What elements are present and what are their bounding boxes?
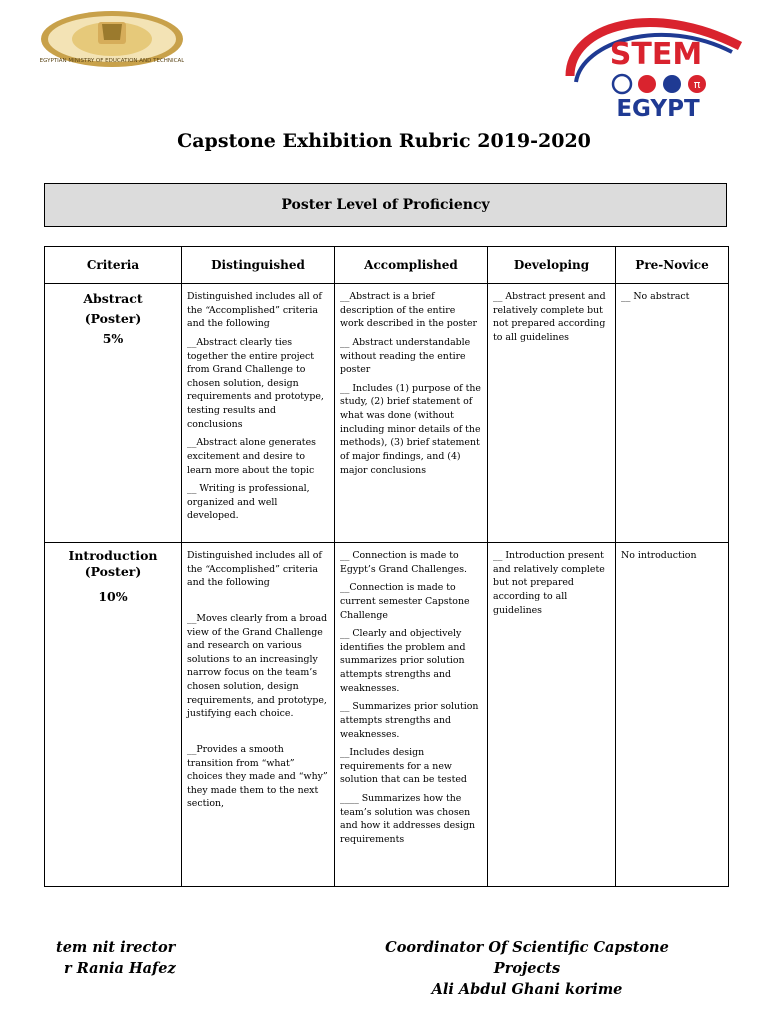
signature-name: r Rania Hafez — [64, 960, 176, 978]
distinguished-cell — [182, 284, 335, 543]
signature-block-right — [362, 937, 692, 1000]
developing-cell — [488, 284, 616, 543]
developing-cell — [488, 543, 616, 887]
cell-text: __ Abstract present and relatively complete but not prepared according to all guidelines — [493, 291, 606, 343]
cell-text: __ Writing is professional, organized and well developed. — [187, 483, 310, 522]
column-header-criteria: Criteria — [45, 247, 182, 284]
section-title: Poster Level of Proficiency — [44, 183, 727, 227]
column-header-pre-novice: Pre-Novice — [616, 247, 729, 284]
cell-text: __ No abstract — [621, 291, 690, 302]
cell-text: __ Introduction present and relatively complete but not prepared according to all guidelines — [493, 550, 605, 616]
cell-text: __Moves clearly from a broad view of the Grand Challenge and research on various solutions to an increasingly narrow focus on the team’s chosen solution, design requirements, and prototype, justifying each choice. — [187, 612, 328, 720]
rubric-table — [44, 246, 729, 887]
cell-text: __Connection is made to current semester Capstone Challenge — [340, 582, 470, 621]
cell-text: Distinguished includes all of the “Accomplished” criteria and the following — [187, 291, 322, 330]
criteria-cell — [45, 284, 182, 543]
svg-text:STEM: STEM — [609, 37, 703, 72]
cell-text: __Abstract clearly ties together the entire project from Grand Challenge to chosen solution, design requirements and prototype, testing results and conclusions — [187, 336, 324, 430]
column-header-distinguished: Distinguished — [182, 247, 335, 284]
signature-title: Coordinator Of Scientific Capstone Projects — [385, 939, 669, 978]
cell-text: __Abstract alone generates excitement and desire to learn more about the topic — [187, 437, 316, 476]
accomplished-cell — [335, 543, 488, 887]
criteria-weight: 5% — [102, 331, 124, 346]
cell-text: __Includes design requirements for a new solution that can be tested — [340, 747, 467, 786]
criteria-type: (Poster) — [84, 311, 142, 326]
table-row-introduction — [45, 543, 729, 887]
criteria-type: (Poster) — [84, 564, 142, 580]
column-header-accomplished: Accomplished — [335, 247, 488, 284]
cell-text: __Provides a smooth transition from “what” choices they made and “why” they made them to the next section, — [187, 743, 328, 810]
column-header-developing: Developing — [488, 247, 616, 284]
cell-text: __ Connection is made to Egypt’s Grand Challenges. — [340, 550, 467, 575]
document-title: Capstone Exhibition Rubric 2019-2020 — [177, 130, 591, 152]
criteria-weight: 10% — [98, 588, 128, 604]
signature-block-left — [56, 937, 176, 979]
cell-text: ____ Summarizes how the team’s solution was chosen and how it addresses design requirements — [340, 793, 476, 845]
pre-novice-cell — [616, 284, 729, 543]
ministry-seal-logo — [40, 10, 184, 68]
table-row-abstract — [45, 284, 729, 543]
svg-text:EGYPT: EGYPT — [616, 96, 700, 122]
cell-text: Distinguished includes all of the “Accomplished” criteria and the following — [187, 550, 322, 589]
table-header-row — [45, 247, 729, 284]
svg-text:EGYPTIAN MINISTRY OF EDUCATION: EGYPTIAN MINISTRY OF EDUCATION AND TECHNICAL — [40, 58, 184, 64]
signature-name: Ali Abdul Ghani korime — [431, 981, 623, 999]
criteria-name: Introduction — [68, 548, 158, 563]
signature-title: tem nit irector — [56, 939, 176, 956]
criteria-cell — [45, 543, 182, 887]
cell-text: __ Includes (1) purpose of the study, (2) brief statement of what was done (without including minor details of the methods), (3) brief statement of major findings, and (4) major conclusions — [340, 382, 481, 476]
pre-novice-cell — [616, 543, 729, 887]
cell-text: No introduction — [621, 550, 697, 561]
svg-text:π: π — [693, 78, 701, 91]
stem-egypt-logo — [562, 6, 748, 122]
cell-text: __ Summarizes prior solution attempts strengths and weaknesses. — [340, 701, 479, 740]
cell-text: __ Clearly and objectively identifies the problem and summarizes prior solution attempts strengths and weaknesses. — [340, 628, 466, 694]
cell-text: __Abstract is a brief description of the entire work described in the poster — [340, 291, 478, 330]
distinguished-cell — [182, 543, 335, 887]
accomplished-cell — [335, 284, 488, 543]
cell-text: __ Abstract understandable without reading the entire poster — [340, 336, 471, 376]
criteria-name: Abstract — [83, 291, 143, 306]
